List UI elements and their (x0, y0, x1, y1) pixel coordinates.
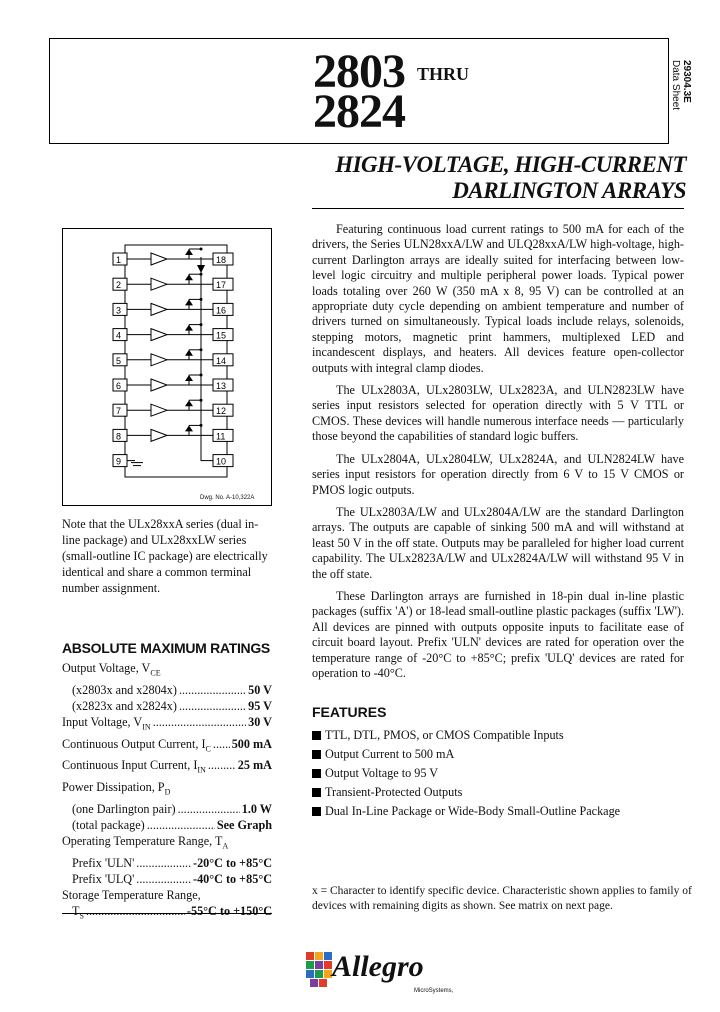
pin-number-left: 5 (116, 355, 122, 366)
clamp-diode-icon (185, 400, 193, 406)
clamp-diode-icon (185, 274, 193, 280)
junction-dot (200, 298, 203, 301)
buffer-triangle-icon (151, 303, 167, 315)
feature-item: Output Current to 500 mA (312, 745, 684, 764)
drawing-number: Dwg. No. A-10,322A (200, 495, 255, 501)
allegro-logo-svg (304, 944, 454, 1000)
rating-row (62, 698, 272, 714)
feature-item: Transient-Protected Outputs (312, 783, 684, 802)
ic-body (125, 245, 227, 477)
rating-label: (x2823x and x2824x) (72, 698, 177, 713)
rating-row (62, 903, 272, 925)
rating-row (62, 871, 272, 887)
rating-row (62, 801, 272, 817)
ratings-table (62, 660, 272, 925)
buffer-triangle-icon (151, 253, 167, 265)
pin-number-right: 15 (216, 330, 227, 341)
feature-item: Output Voltage to 95 V (312, 764, 684, 783)
headline-line-1: HIGH-VOLTAGE, HIGH-CURRENT (335, 152, 686, 177)
headline-rule (312, 208, 684, 209)
buffer-triangle-icon (151, 329, 167, 341)
clamp-diode-icon (185, 249, 193, 255)
rating-row (62, 779, 272, 801)
description-paragraph-2: The ULx2803A, ULx2803LW, ULx2823A, and ULN2823LW have series input resistors selected for operation directly with 5 V TTL or CMOS. These devices will handle numerous interface needs — particularly those beyond the capabilities of standard logic buffers. (312, 383, 684, 444)
part-number-second: 2824 (313, 85, 405, 138)
rating-value: -40°C to +85°C (193, 871, 272, 886)
rating-value: See Graph (216, 817, 272, 832)
rating-label: Prefix 'ULQ' (72, 871, 135, 886)
ratings-title: ABSOLUTE MAXIMUM RATINGS (62, 640, 270, 656)
clamp-diode-icon (185, 325, 193, 331)
pin-number-right: 10 (216, 456, 227, 467)
buffer-triangle-icon (151, 404, 167, 416)
part-number-first: 2803 (313, 45, 405, 98)
rating-value: 30 V (248, 715, 272, 730)
rating-label: Output Voltage, $V_{CE}$ (62, 661, 161, 678)
description-paragraph-4: The ULx2803A/LW and ULx2804A/LW are the standard Darlington arrays. The outputs are capable of sinking 500 mA and will withstand at least 50 V in the off state. Outputs may be paralleled for higher load current capability. The ULx2823A/LW and ULx2824A/LW will withstand 95 V in the off state. (312, 504, 684, 581)
rating-value: -55°C to +150°C (186, 904, 272, 919)
pin-number-right: 13 (216, 381, 227, 391)
pinout-svg (63, 229, 271, 505)
pin-number-right: 18 (216, 255, 227, 265)
thru-label: THRU (417, 64, 470, 84)
pin-number-right: 17 (216, 280, 227, 291)
square-bullet-icon (312, 731, 321, 740)
buffer-triangle-icon (151, 429, 167, 441)
logo-tagline: MicroSystems, (414, 988, 454, 994)
rating-value: -20°C to +85°C (193, 855, 272, 870)
rating-label: Continuous Input Current, $I_{IN}$ (62, 758, 206, 775)
pin-number-left: 2 (116, 280, 122, 291)
clamp-diode-icon (185, 375, 193, 381)
pin-number-left: 4 (116, 330, 122, 341)
data-sheet-number: 29304.3E (681, 60, 692, 103)
description-paragraph-1: Featuring continuous load current ratings to 500 mA for each of the drivers, the Series ULN28xxA/LW and ULQ28xxA/LW high-voltage, high-current Darlington arrays are ideally suited for interfacing between low-level logic circuitry and multiple peripheral power loads. Typical power loads totaling over 260 W (350 mA x 8, 95 V) can be controlled at an appropriate duty cycle depending on ambient temperature and number of drivers turned on simultaneously. Typical loads include relays, solenoids, stepping motors, magnetic print hammers, multiplexed LED and incandescent displays, and heaters. All devices feature open-collector outputs with integral clamp diodes. (312, 222, 684, 375)
square-bullet-icon (312, 807, 321, 816)
logo-mosaic-icon (306, 952, 332, 987)
rating-row (62, 855, 272, 871)
common-diode-icon (197, 265, 205, 273)
rating-row (62, 682, 272, 698)
pin-number-right: 16 (216, 305, 227, 316)
pinout-diagram (62, 228, 272, 506)
allegro-logo (304, 944, 454, 1000)
pin-number-left: 3 (116, 305, 122, 316)
pin-number-left: 6 (116, 381, 122, 391)
pin-number-left: 8 (116, 431, 122, 442)
rating-label: (x2803x and x2804x) (72, 682, 177, 697)
junction-dot (200, 374, 203, 377)
junction-dot (200, 348, 203, 351)
rating-row (62, 757, 272, 779)
pin-number-left: 7 (116, 406, 122, 417)
square-bullet-icon (312, 769, 321, 778)
rating-label: (total package) (72, 817, 145, 832)
rating-value: 95 V (248, 698, 272, 713)
junction-dot (200, 399, 203, 402)
rating-row (62, 736, 272, 758)
pin-number-right: 12 (216, 406, 227, 417)
rating-label: Continuous Output Current, $I_C$ (62, 736, 211, 754)
data-sheet-label: Data Sheet (670, 60, 681, 111)
footnote: x = Character to identify specific device. Characteristic shown applies to family of devices with remaining digits as shown. See matrix on next page. (312, 885, 692, 912)
feature-item: Dual In-Line Package or Wide-Body Small-Outline Package (312, 802, 684, 821)
description-paragraph-3: The ULx2804A, ULx2804LW, ULx2824A, and ULN2824LW have series input resistors for operation directly from 6 V to 15 V CMOS or PMOS logic outputs. (312, 451, 684, 497)
rating-label: Operating Temperature Range, $T_A$ (62, 834, 229, 851)
junction-dot (200, 424, 203, 427)
clamp-diode-icon (185, 350, 193, 356)
pin-number-right: 11 (216, 431, 226, 442)
headline-line-2: DARLINGTON ARRAYS (452, 178, 686, 203)
rating-value: 25 mA (237, 758, 272, 773)
clamp-diode-icon (185, 425, 193, 431)
buffer-triangle-icon (151, 379, 167, 391)
square-bullet-icon (312, 750, 321, 759)
junction-dot (200, 248, 203, 251)
ratings-rule (62, 913, 272, 914)
logo-wordmark: Allegro (332, 950, 424, 983)
rating-value: 1.0 W (241, 801, 272, 816)
pin-number-right: 14 (216, 355, 227, 366)
junction-dot (200, 273, 203, 276)
buffer-triangle-icon (151, 278, 167, 290)
rating-row (62, 817, 272, 833)
rating-label: Prefix 'ULN' (72, 855, 135, 870)
pin-number-left: 1 (116, 255, 122, 265)
rating-label: (one Darlington pair) (72, 801, 176, 816)
pin-number-left: 9 (116, 456, 122, 467)
rating-label: Input Voltage, $V_{IN}$ (62, 715, 151, 732)
side-label (670, 60, 692, 150)
rating-label: Power Dissipation, $P_D$ (62, 779, 171, 797)
rating-row (62, 714, 272, 736)
rating-row (62, 887, 272, 903)
rating-label: Storage Temperature Range, (62, 888, 201, 903)
rating-row (62, 660, 272, 682)
square-bullet-icon (312, 788, 321, 797)
rating-label: $T_S$ (72, 904, 84, 921)
rating-row (62, 833, 272, 855)
buffer-triangle-icon (151, 354, 167, 366)
junction-dot (200, 323, 203, 326)
headline (335, 152, 686, 204)
clamp-diode-icon (185, 299, 193, 305)
features-list (312, 726, 684, 821)
features-title: FEATURES (312, 704, 387, 720)
package-note: Note that the ULx28xxA series (dual in-line package) and ULx28xxLW series (small-outline IC package) are electrically identical and share a common terminal number assignment. (62, 517, 268, 595)
feature-item: TTL, DTL, PMOS, or CMOS Compatible Inputs (312, 726, 684, 745)
rating-value: 50 V (248, 682, 272, 697)
rating-value: 500 mA (231, 736, 272, 751)
description (312, 222, 684, 688)
description-paragraph-5: These Darlington arrays are furnished in 18-pin dual in-line plastic packages (suffix 'A') or 18-lead small-outline plastic packages (suffix 'LW'). All devices are pinned with outputs opposite inputs to facilitate ease of circuit board layout. Prefix 'ULN' devices are rated for operation over the temperature range of -20°C to +85°C; prefix 'ULQ' devices are rated for operation to -40°C. (312, 588, 684, 680)
